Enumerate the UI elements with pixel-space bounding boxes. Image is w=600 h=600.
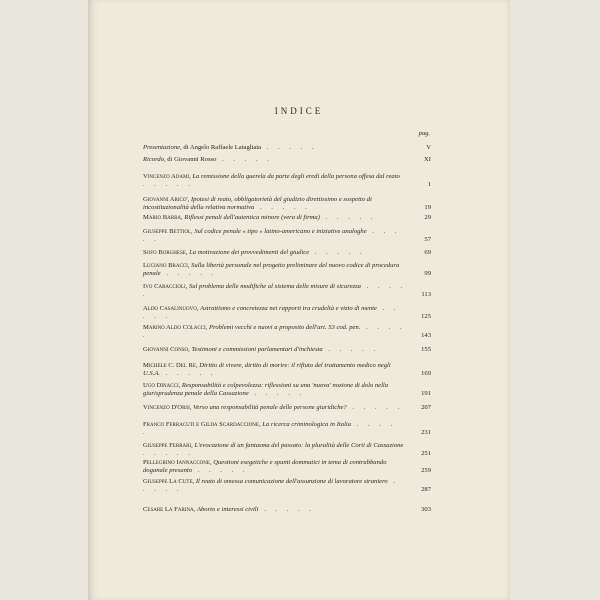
toc-entry-text (143, 506, 431, 514)
toc-leader-dots: . . . . . (143, 450, 194, 457)
toc-entry (143, 228, 431, 244)
toc-entry (143, 442, 431, 458)
toc-entry-text (143, 478, 431, 494)
toc-page-number: 287 (421, 486, 431, 493)
toc-leader-dots: . . . . . (143, 421, 397, 436)
toc-leader-dots: . . . . . (160, 270, 218, 277)
toc-page-number: 69 (424, 249, 431, 256)
toc-author: Franco Ferracuti e Gilda Scardaccione, (143, 421, 263, 428)
toc-work-title: Aborto e interessi civili (196, 506, 259, 513)
toc-leader-dots: . . . . . (143, 283, 407, 298)
toc-entry (143, 305, 431, 321)
toc-entry-text (143, 442, 431, 458)
toc-entry-text (143, 404, 431, 412)
toc-page-number: XI (424, 156, 431, 163)
toc-work-title: Testimoni e commissioni parlamentari d'inchiesta (191, 346, 323, 353)
toc-entry (143, 144, 431, 152)
toc-entry-text (143, 262, 431, 278)
toc-leader-dots: . . . . . (254, 204, 311, 211)
toc-page-number: 231 (421, 429, 431, 436)
toc-entry-text (143, 249, 431, 257)
toc-entry (143, 382, 431, 398)
toc-entry (143, 324, 431, 340)
toc-page-number: 169 (421, 370, 431, 377)
toc-author: Giovanni Conso, (143, 346, 192, 353)
toc-author: Ugo Dinacci, (143, 382, 182, 389)
toc-author: Aldo Casalinuovo, (143, 305, 201, 312)
toc-entry-text (143, 382, 431, 398)
toc-work-title: Sulla libertà personale nel progetto preliminare del nuovo codice di procedura penale (143, 262, 400, 277)
toc-entry (143, 404, 431, 412)
toc-page-number: V (426, 144, 431, 151)
toc-work-title: L'evocazione di un fantasma del passato: la pluralità delle Corti di Cassazione (194, 442, 404, 449)
toc-byline: di Angelo Raffaele Latagliata (181, 144, 262, 151)
toc-work-title: Presentazione, (143, 144, 182, 151)
pag-label: pag. (418, 130, 430, 137)
toc-author: Ivo Caraccioli, (143, 283, 189, 290)
toc-entry-text (143, 283, 431, 299)
toc-leader-dots: . . . . . (346, 404, 404, 411)
toc-entry-text (143, 173, 431, 189)
toc-entry (143, 478, 431, 494)
page-title: INDICE (274, 106, 324, 116)
toc-entry (143, 283, 431, 299)
toc-entry-text (143, 196, 431, 212)
toc-entry-text (143, 324, 431, 340)
toc-entry-text (143, 346, 431, 354)
toc-work-title: Il reato di omessa comunicazione dell'assunzione di lavoratore straniero (195, 478, 388, 485)
toc-entry-text (143, 305, 431, 321)
toc-entry (143, 214, 431, 222)
toc-page-number: 57 (424, 236, 431, 243)
toc-page-number: 29 (424, 214, 431, 221)
toc-page-number: 251 (421, 450, 431, 457)
toc-entry (143, 459, 431, 475)
toc-leader-dots: . . . . . (248, 390, 306, 397)
toc-author: Vincenzo D'Orsi, (143, 404, 194, 411)
toc-entry-text (143, 214, 431, 222)
toc-page-number: 191 (421, 390, 431, 397)
toc-work-title: Verso una responsabilità penale delle persone giuridiche? (193, 404, 347, 411)
toc-work-title: Responsabilità e colpevolezza: riflessioni su una 'nuova' nozione di dolo nella giurisprudenza penale della Cassazione (143, 382, 389, 397)
toc-author: Mario Barba, (143, 214, 185, 221)
toc-work-title: Problemi vecchi e nuovi a proposito dell'art. 53 cod. pen. (208, 324, 361, 331)
toc-leader-dots: . . . . . (143, 228, 401, 243)
toc-page-number: 125 (421, 313, 431, 320)
toc-work-title: Sul problema delle modifiche al sistema delle misure di sicurezza (188, 283, 361, 290)
toc-author: Giuseppe Bettiol, (143, 228, 195, 235)
book-page (88, 0, 510, 600)
toc-page-number: 113 (421, 291, 431, 298)
toc-page-number: 207 (421, 404, 431, 411)
toc-entry (143, 362, 431, 378)
toc-entry-text (143, 421, 431, 437)
toc-work-title: Ricordo, (143, 156, 166, 163)
toc-leader-dots: . . . . . (143, 478, 400, 493)
toc-work-title: La motivazione dei provvedimenti del giudice (189, 249, 310, 256)
toc-leader-dots: . . . . . (192, 467, 249, 474)
toc-entry-text (143, 459, 431, 475)
toc-entry-text (143, 362, 431, 378)
toc-byline: di Giovanni Rosso (165, 156, 217, 163)
toc-entry (143, 249, 431, 257)
toc-work-title: La remissione della querela da parte degli eredi della persona offesa dal reato (192, 173, 400, 180)
toc-author: Giuseppe Ferrari, (143, 442, 195, 449)
toc-entry (143, 346, 431, 354)
toc-page-number: 303 (421, 506, 431, 513)
toc-author: Michele C. Del Re, (143, 362, 200, 369)
toc-entry (143, 421, 431, 437)
toc-entry-text (143, 156, 431, 164)
toc-work-title: Questioni esegetiche e spunti dommatici in tema di contrabbando doganale presunto (143, 459, 387, 474)
toc-leader-dots: . . . . . (160, 370, 217, 377)
toc-author: Marino Aldo Colacci, (143, 324, 209, 331)
toc-leader-dots: . . . . . (319, 214, 377, 221)
toc-entry (143, 506, 431, 514)
toc-page-number: 1 (427, 181, 431, 188)
toc-entry (143, 262, 431, 278)
toc-author: Pellegrino Iannaccone, (143, 459, 214, 466)
toc-work-title: Diritto di vivere, diritto di morire: il rifiuto del trattamento medico negli U.S.A. (143, 362, 391, 377)
toc-work-title: Sul codice penale « tipo » latino-americano e iniziative analoghe (194, 228, 367, 235)
toc-work-title: Astrattismo e concretezza nei rapporti tra crudeltà e vizio di mente (200, 305, 377, 312)
toc-work-title: Ipotesi di reato, obbligatorietà del giudizio direttissimo e sospetto di incostituzionalità della relativa normativa (143, 196, 372, 211)
toc-author: Sofo Borghese, (143, 249, 190, 256)
toc-leader-dots: . . . . . (143, 181, 194, 188)
toc-page-number: 99 (424, 270, 431, 277)
toc-leader-dots: . . . . . (216, 156, 273, 163)
toc-page-number: 19 (424, 204, 431, 211)
toc-author: Luciano Bracci, (143, 262, 192, 269)
toc-page-number: 259 (421, 467, 431, 474)
toc-author: Cesare La Farina, (143, 506, 197, 513)
toc-page-number: 155 (421, 346, 431, 353)
toc-work-title: Riflessi penali dell'autentica minore (vera di firma) (184, 214, 320, 221)
toc-entry (143, 196, 431, 212)
toc-author: Giuseppe La Cute, (143, 478, 196, 485)
toc-leader-dots: . . . . . (143, 305, 400, 320)
toc-leader-dots: . . . . . (309, 249, 366, 256)
toc-leader-dots: . . . . . (261, 144, 318, 151)
toc-work-title: La ricerca criminologica in Italia (262, 421, 352, 428)
toc-entry-text (143, 228, 431, 244)
toc-entry (143, 156, 431, 164)
toc-entry (143, 173, 431, 189)
toc-author: Giovanni Arico', (143, 196, 191, 203)
toc-leader-dots: . . . . . (258, 506, 315, 513)
toc-page-number: 143 (421, 332, 431, 339)
toc-leader-dots: . . . . . (322, 346, 380, 353)
toc-author: Vincenzo Adami, (143, 173, 193, 180)
toc-entry-text (143, 144, 431, 152)
toc-leader-dots: . . . . . (143, 324, 406, 339)
